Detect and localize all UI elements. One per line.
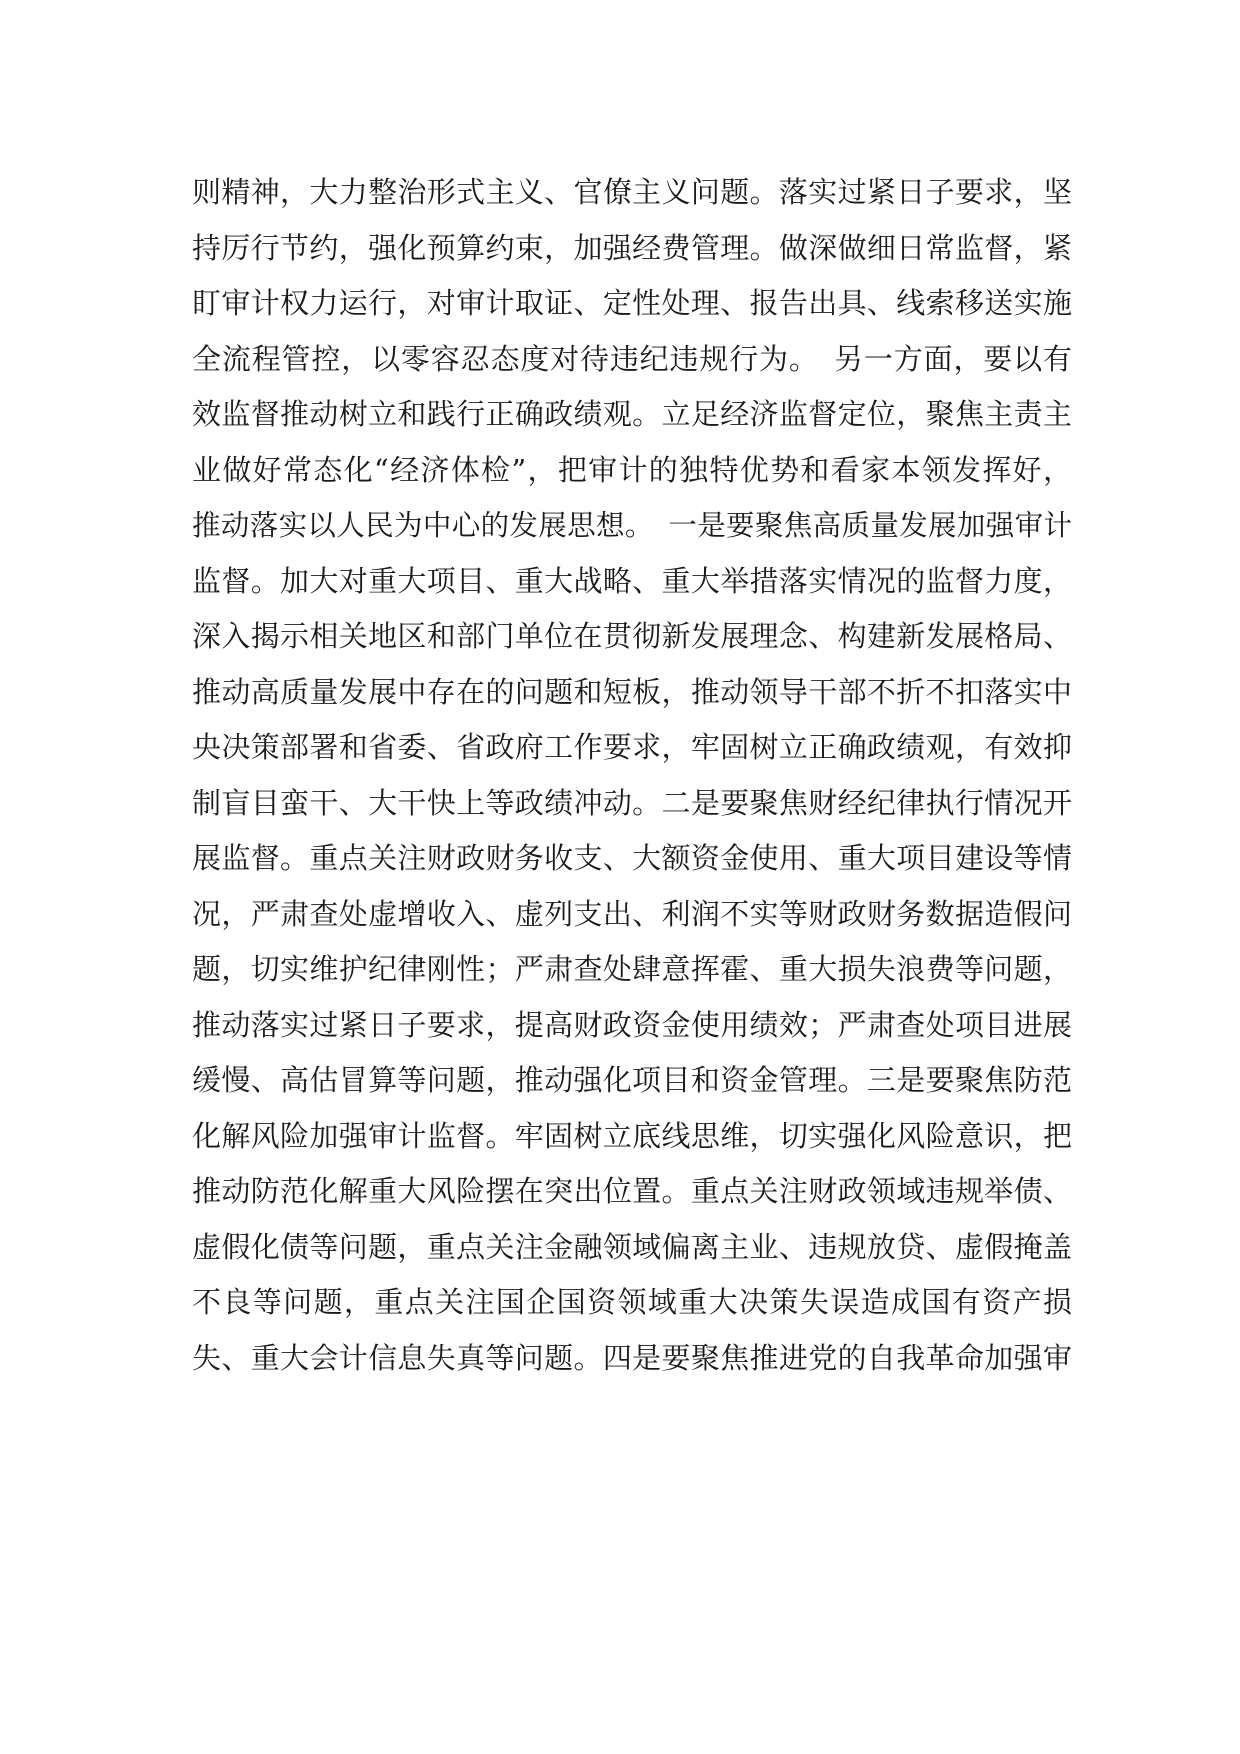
text-line: 盯审计权力运行，对审计取证、定性处理、报告出具、线索移送实施 bbox=[192, 286, 1072, 320]
text-line: 展监督。重点关注财政财务收支、大额资金使用、重大项目建设等情 bbox=[192, 841, 1072, 875]
body-text bbox=[192, 165, 1072, 1386]
text-line: 深入揭示相关地区和部门单位在贯彻新发展理念、构建新发展格局、 bbox=[192, 619, 1072, 653]
text-line: 推动落实过紧日子要求，提高财政资金使用绩效；严肃查处项目进展 bbox=[192, 1007, 1072, 1042]
text-line: 制盲目蛮干、大干快上等政绩冲动。二是要聚焦财经纪律执行情况开 bbox=[192, 785, 1072, 820]
text-line: 推动防范化解重大风险摆在突出位置。重点关注财政领域违规举债、 bbox=[192, 1174, 1072, 1208]
text-line: 虚假化债等问题，重点关注金融领域偏离主业、违规放贷、虚假掩盖 bbox=[192, 1229, 1072, 1264]
text-line: 缓慢、高估冒算等问题，推动强化项目和资金管理。三是要聚焦防范 bbox=[192, 1063, 1072, 1097]
text-line: 不良等问题，重点关注国企国资领域重大决策失误造成国有资产损 bbox=[192, 1285, 1072, 1319]
text-line: 推动落实以人民为中心的发展思想。 一是要聚焦高质量发展加强审计 bbox=[192, 509, 1072, 542]
text-line: 题，切实维护纪律刚性；严肃查处肆意挥霍、重大损失浪费等问题， bbox=[192, 952, 1072, 986]
text-line: 化解风险加强审计监督。牢固树立底线思维，切实强化风险意识，把 bbox=[192, 1118, 1072, 1153]
text-line: 持厉行节约，强化预算约束，加强经费管理。做深做细日常监督，紧 bbox=[192, 230, 1072, 265]
text-line: 效监督推动树立和践行正确政绩观。立足经济监督定位，聚焦主责主 bbox=[192, 397, 1072, 431]
text-line: 况，严肃查处虚增收入、虚列支出、利润不实等财政财务数据造假问 bbox=[192, 896, 1072, 931]
text-line: 推动高质量发展中存在的问题和短板，推动领导干部不折不扣落实中 bbox=[192, 674, 1072, 709]
text-line: 监督。加大对重大项目、重大战略、重大举措落实情况的监督力度， bbox=[192, 563, 1072, 598]
text-line: 央决策部署和省委、省政府工作要求，牢固树立正确政绩观，有效抑 bbox=[192, 730, 1072, 764]
text-line: 失、重大会计信息失真等问题。四是要聚焦推进党的自我革命加强审 bbox=[192, 1340, 1072, 1375]
text-line: 则精神，大力整治形式主义、官僚主义问题。落实过紧日子要求，坚 bbox=[192, 175, 1072, 209]
text-line: 业做好常态化“经济体检”，把审计的独特优势和看家本领发挥好， bbox=[192, 452, 1072, 487]
text-line: 全流程管控，以零容忍态度对待违纪违规行为。 另一方面，要以有 bbox=[192, 341, 1072, 376]
